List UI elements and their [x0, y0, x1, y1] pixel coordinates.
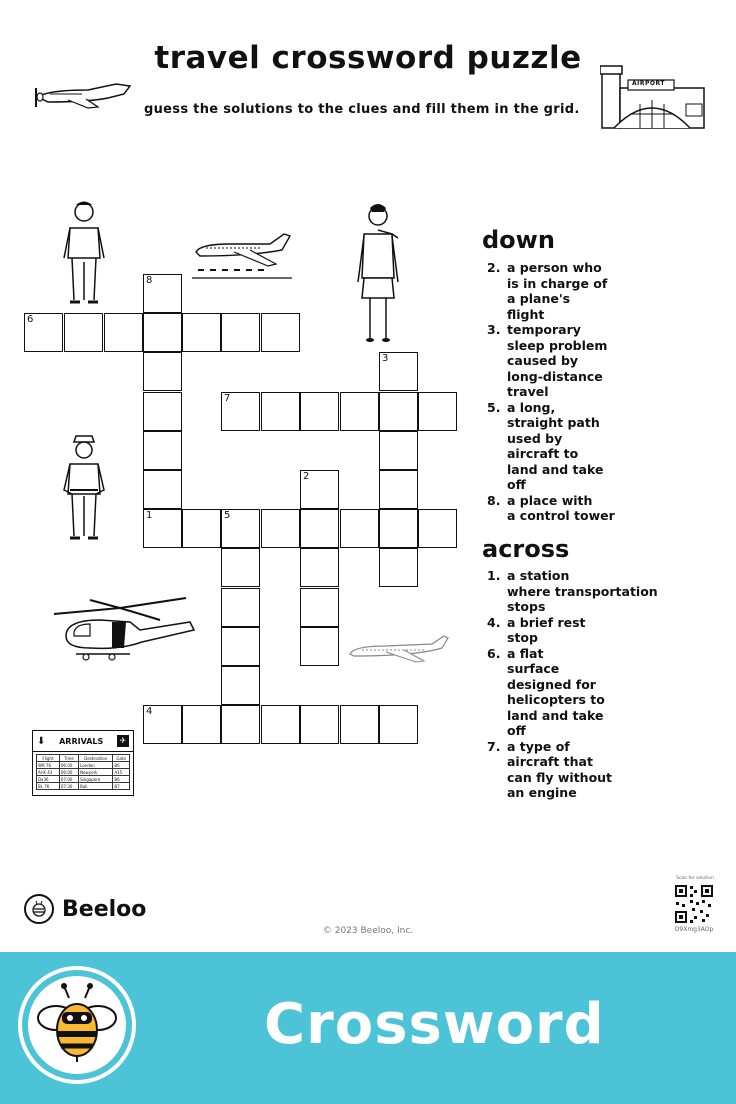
cell-number: 3 — [382, 353, 389, 364]
arrivals-cell: B6 — [113, 776, 130, 783]
clue-text: a type of aircraft that can fly without an engine — [507, 738, 613, 800]
crossword-cell[interactable] — [418, 392, 457, 431]
crossword-cell[interactable] — [143, 705, 182, 744]
arrivals-cell: London — [79, 762, 113, 769]
crossword-cell[interactable] — [300, 392, 339, 431]
crossword-cell[interactable] — [340, 509, 379, 548]
crossword-cell[interactable] — [143, 392, 182, 431]
crossword-cell[interactable] — [182, 313, 221, 352]
arrivals-header-cell: Destination — [79, 755, 113, 762]
crossword-cell[interactable] — [300, 627, 339, 666]
clue-text: a place with a control tower — [507, 492, 615, 523]
arrivals-cell: B6 — [113, 762, 130, 769]
across-clue — [487, 646, 727, 739]
crossword-cell[interactable] — [379, 470, 418, 509]
bee-mascot-icon — [28, 976, 126, 1074]
arrow-down-icon: ⬇ — [37, 735, 46, 747]
arrivals-table — [36, 754, 130, 790]
crossword-cell[interactable] — [24, 313, 63, 352]
clue-number: 2. — [487, 260, 501, 275]
across-clue-list — [487, 568, 727, 801]
crossword-cell[interactable] — [182, 509, 221, 548]
crossword-cell[interactable] — [221, 705, 260, 744]
arrivals-row — [37, 762, 130, 769]
crossword-cell[interactable] — [261, 705, 300, 744]
cell-number: 4 — [146, 706, 153, 717]
arrivals-header-cell: Gate — [113, 755, 130, 762]
brand — [24, 894, 146, 924]
crossword-cell[interactable] — [221, 509, 260, 548]
clue-number: 3. — [487, 322, 501, 337]
crossword-cell[interactable] — [379, 431, 418, 470]
qr-code-icon[interactable] — [674, 884, 714, 924]
page-title: travel crossword puzzle — [154, 40, 582, 76]
qr-label: Scan for solution — [676, 876, 714, 881]
crossword-cell[interactable] — [340, 705, 379, 744]
crossword-cell[interactable] — [300, 588, 339, 627]
crossword-banner — [0, 952, 736, 1104]
cell-number: 8 — [146, 275, 153, 286]
clue-text: a station where transportation stops — [507, 568, 658, 614]
down-clue-list — [487, 260, 727, 524]
crossword-cell[interactable] — [379, 548, 418, 587]
clue-number: 5. — [487, 399, 501, 415]
crossword-cell[interactable] — [221, 588, 260, 627]
crossword-cell[interactable] — [143, 431, 182, 470]
clue-text: a long, straight path used by aircraft to land and take off — [507, 399, 604, 492]
crossword-cell[interactable] — [340, 392, 379, 431]
clue-number: 1. — [487, 568, 501, 583]
clue-text: temporary sleep problem caused by long-distance travel — [507, 322, 608, 399]
arrivals-cell: 06:00 — [59, 769, 78, 776]
crossword-cell[interactable] — [221, 627, 260, 666]
brand-name: Beeloo — [62, 896, 147, 922]
arrivals-header-cell: Flight — [37, 755, 60, 762]
clue-number: 8. — [487, 492, 501, 508]
across-clue — [487, 615, 727, 646]
copyright: © 2023 Beeloo, Inc. — [322, 926, 414, 936]
arrivals-cell: 07:30 — [59, 783, 78, 790]
crossword-cell[interactable] — [221, 392, 260, 431]
arrivals-header-cell: Time — [59, 755, 78, 762]
crossword-cell[interactable] — [379, 352, 418, 391]
cell-number: 5 — [224, 510, 231, 521]
instructions: guess the solutions to the clues and fill them in the grid. — [144, 102, 580, 117]
crossword-cell[interactable] — [300, 548, 339, 587]
crossword-cell[interactable] — [143, 352, 182, 391]
arrivals-cell: AI-K 43 — [37, 769, 60, 776]
arrivals-cell: A15 — [113, 769, 130, 776]
qr-code-text: O9Xmg3AOp — [674, 926, 714, 933]
across-clue — [487, 568, 727, 615]
crossword-cell[interactable] — [64, 313, 103, 352]
crossword-cell[interactable] — [300, 509, 339, 548]
crossword-cell[interactable] — [104, 313, 143, 352]
cell-number: 1 — [146, 510, 153, 521]
arrivals-title: ARRIVALS — [59, 736, 104, 746]
crossword-cell[interactable] — [221, 666, 260, 705]
cell-number: 2 — [303, 471, 310, 482]
crossword-cell[interactable] — [418, 509, 457, 548]
crossword-cell[interactable] — [221, 548, 260, 587]
crossword-cell[interactable] — [261, 392, 300, 431]
crossword-cell[interactable] — [379, 509, 418, 548]
crossword-cell[interactable] — [143, 313, 182, 352]
across-heading: across — [482, 535, 570, 563]
crossword-cell[interactable] — [143, 470, 182, 509]
arrivals-cell: 07:00 — [59, 776, 78, 783]
arrivals-cell: Singapore — [79, 776, 113, 783]
arrivals-row — [37, 783, 130, 790]
clue-text: a brief rest stop — [507, 614, 586, 645]
arrivals-row — [37, 776, 130, 783]
down-clue — [487, 493, 727, 524]
crossword-cell[interactable] — [300, 705, 339, 744]
arrivals-cell: 06:00 — [59, 762, 78, 769]
bee-logo-icon — [24, 894, 54, 924]
airport-sign-text: AIRPORT — [632, 80, 665, 87]
arrivals-cell: Newyork — [79, 769, 113, 776]
crossword-cell[interactable] — [300, 470, 339, 509]
arrivals-row — [37, 769, 130, 776]
crossword-cell[interactable] — [221, 313, 260, 352]
down-heading: down — [482, 226, 555, 254]
bee-mascot-badge — [22, 970, 132, 1080]
down-clue — [487, 322, 727, 400]
clue-number: 6. — [487, 645, 501, 661]
crossword-cell[interactable] — [143, 509, 182, 548]
crossword-cell[interactable] — [379, 392, 418, 431]
clue-number: 4. — [487, 614, 501, 630]
crossword-cell[interactable] — [143, 274, 182, 313]
arrivals-cell: Bali — [79, 783, 113, 790]
down-clue — [487, 260, 727, 322]
clue-number: 7. — [487, 738, 501, 754]
down-clue — [487, 400, 727, 493]
clue-text: a person who is in charge of a plane's flight — [507, 260, 608, 322]
arrivals-cell: B7 — [113, 783, 130, 790]
crossword-cell[interactable] — [261, 509, 300, 548]
cell-number: 7 — [224, 393, 231, 404]
cell-number: 6 — [27, 314, 34, 325]
arrivals-board — [32, 730, 134, 796]
across-clue — [487, 739, 727, 801]
banner-title: Crossword — [264, 992, 605, 1057]
arrivals-cell: Dx36 — [37, 776, 60, 783]
crossword-cell[interactable] — [261, 313, 300, 352]
plane-landing-icon: ✈ — [117, 735, 129, 747]
arrivals-cell: BL 76 — [37, 783, 60, 790]
clue-text: a flat surface designed for helicopters to land and take off — [507, 645, 605, 738]
crossword-cell[interactable] — [182, 705, 221, 744]
arrivals-cell: WR 76 — [37, 762, 60, 769]
crossword-cell[interactable] — [379, 705, 418, 744]
